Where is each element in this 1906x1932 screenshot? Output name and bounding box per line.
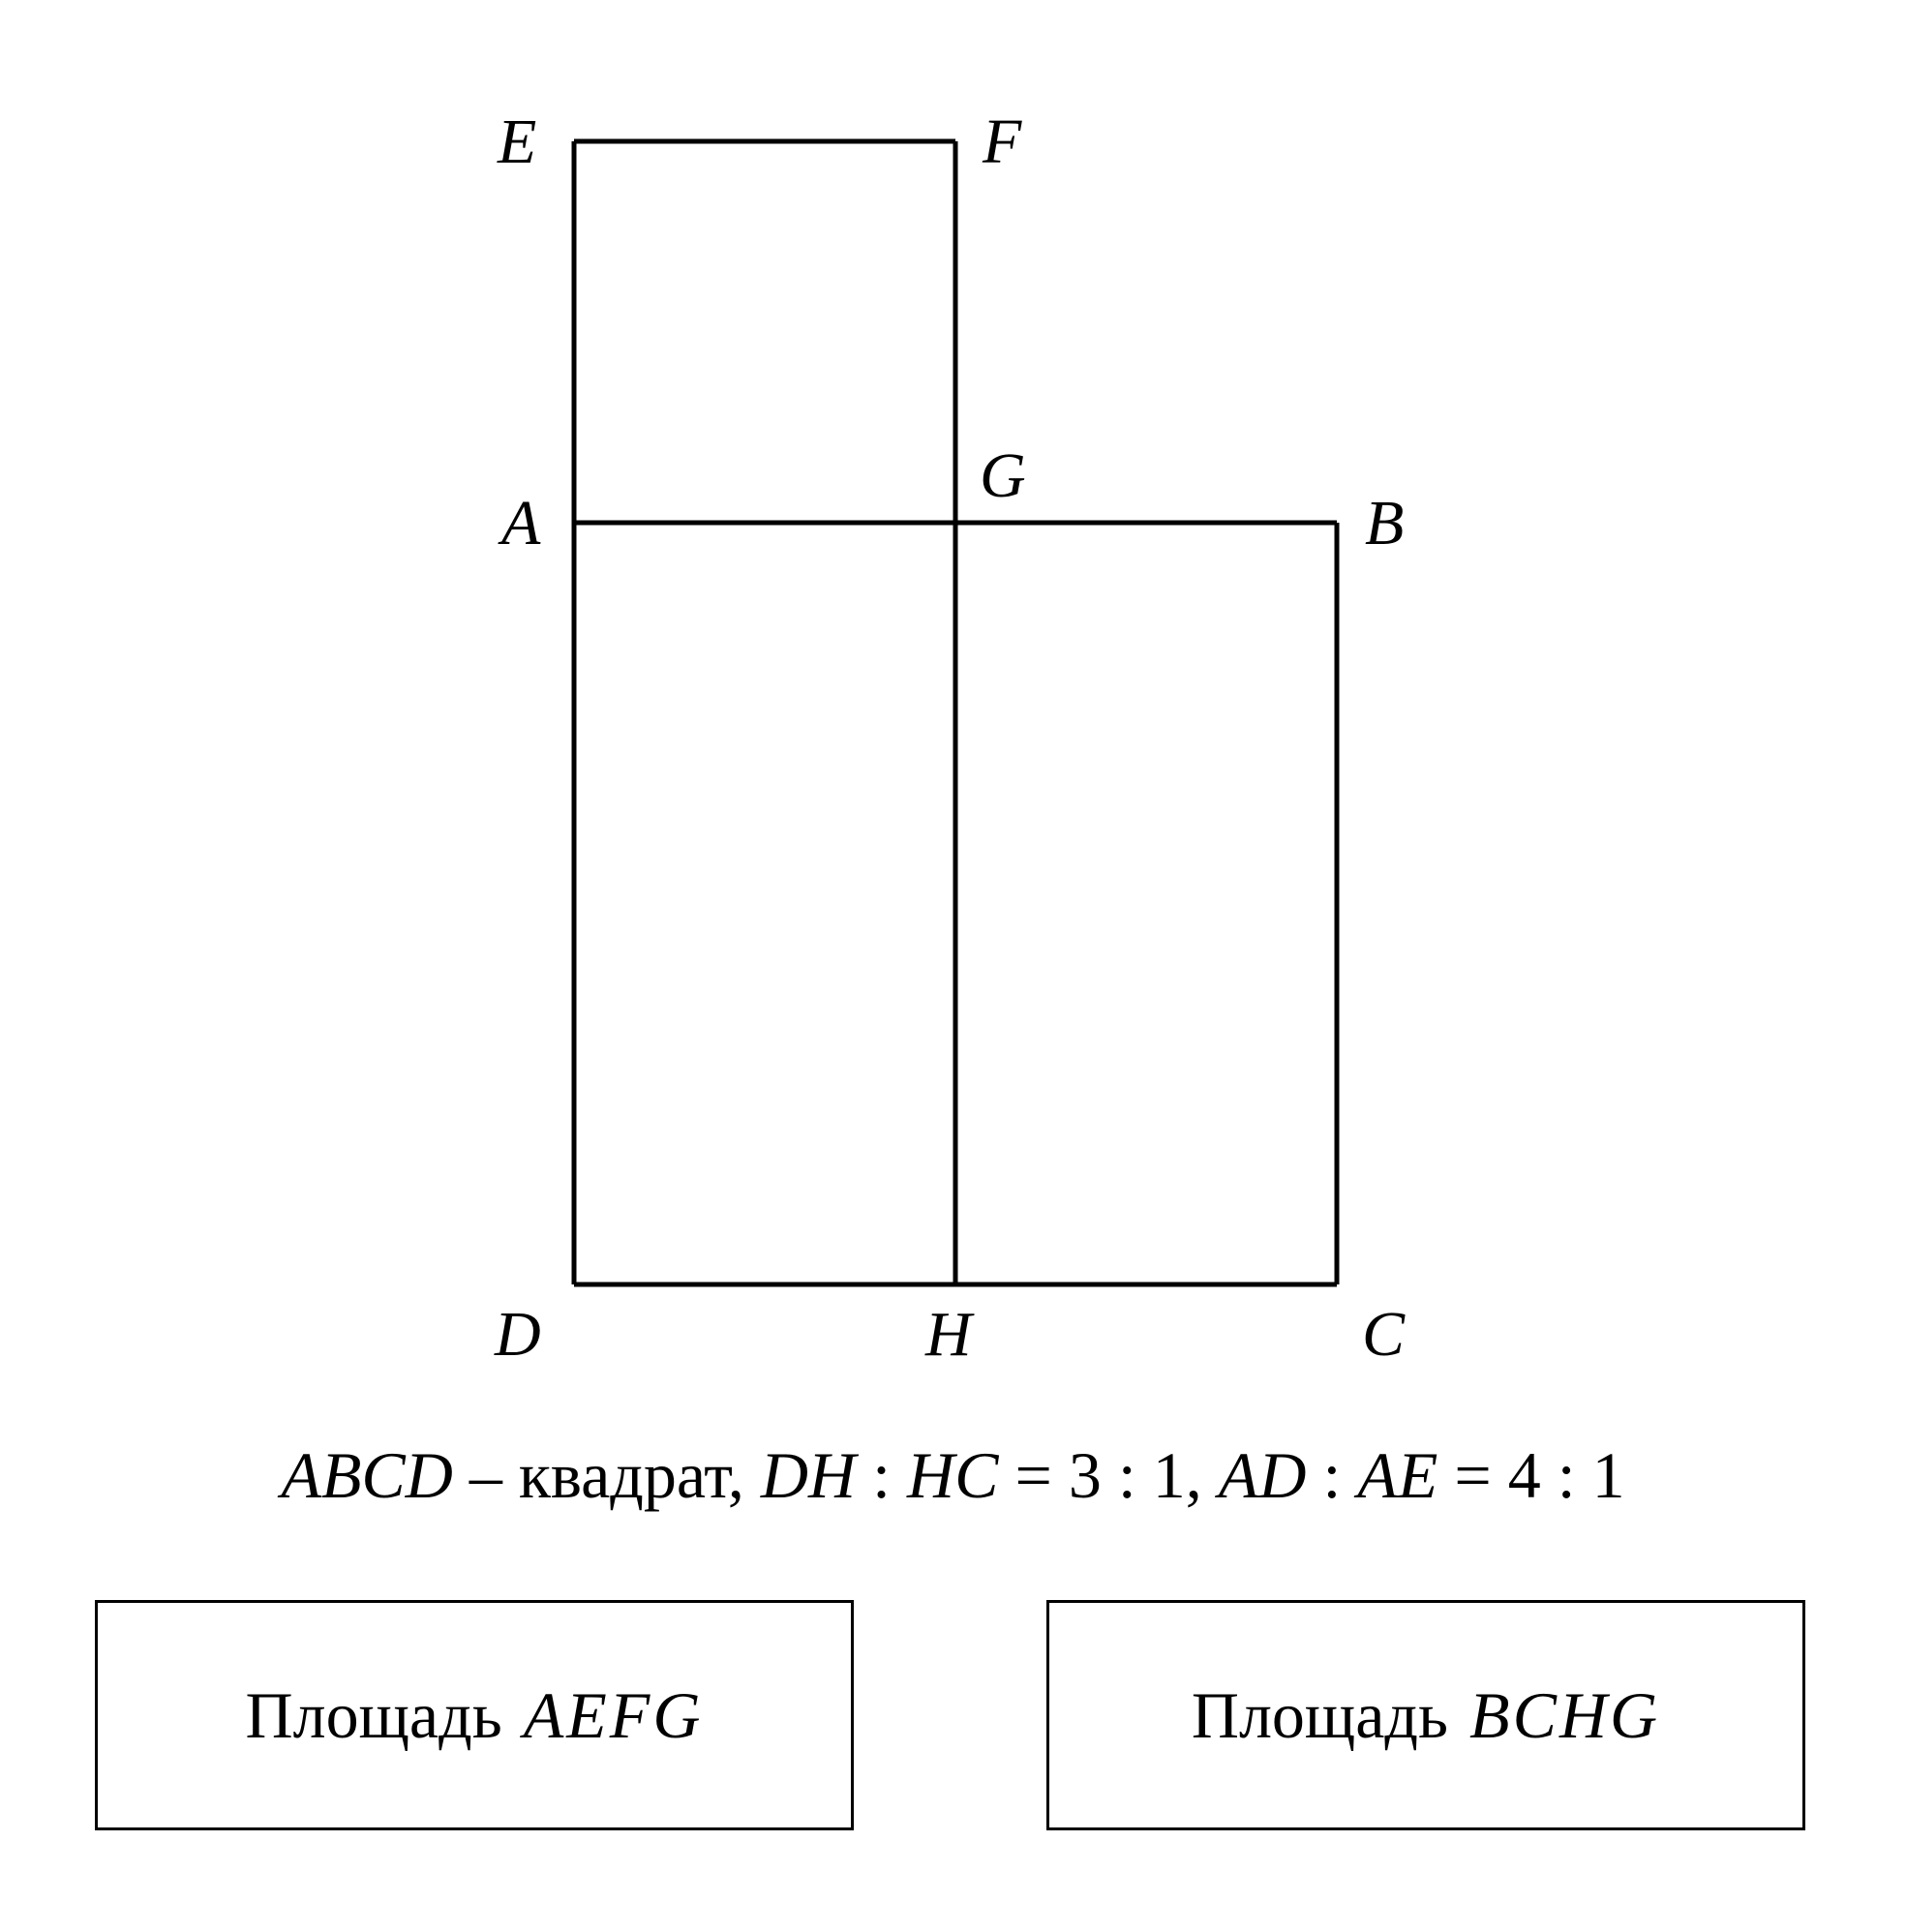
ratio2-right: AE <box>1357 1438 1438 1512</box>
point-label-C: C <box>1362 1299 1406 1370</box>
ratio2-colon: : <box>1322 1438 1342 1512</box>
ratio1-colon: : <box>872 1438 892 1512</box>
ratio1-equals: = <box>1014 1438 1052 1512</box>
problem-condition <box>0 1437 1906 1514</box>
point-label-A: A <box>501 488 541 558</box>
dash: – <box>469 1438 502 1512</box>
answer-box-area-bchg[interactable] <box>1046 1600 1805 1830</box>
figure-edges <box>574 141 1337 1284</box>
answer-box-word: Площадь <box>245 1677 502 1752</box>
answer-box-figure-name: BCHG <box>1469 1677 1661 1752</box>
point-label-E: E <box>498 106 537 177</box>
ratio1-left: DH <box>760 1438 857 1512</box>
point-label-H: H <box>925 1299 972 1370</box>
point-label-F: F <box>983 106 1022 177</box>
ratio2-left: AD <box>1218 1438 1307 1512</box>
point-labels <box>494 106 1406 1370</box>
square-name: ABCD <box>281 1438 453 1512</box>
point-label-D: D <box>495 1299 541 1370</box>
point-label-G: G <box>980 440 1026 511</box>
answer-box-figure-name: AEFG <box>523 1677 704 1752</box>
answer-box-area-aefg[interactable] <box>95 1600 854 1830</box>
ratio1-value: 3 : 1, <box>1068 1438 1202 1512</box>
square-word: квадрат, <box>518 1438 744 1512</box>
answer-box-word: Площадь <box>1191 1677 1449 1752</box>
ratio2-value: 4 : 1 <box>1507 1438 1625 1512</box>
point-label-B: B <box>1365 488 1405 558</box>
ratio1-right: HC <box>907 1438 999 1512</box>
ratio2-equals: = <box>1454 1438 1492 1512</box>
